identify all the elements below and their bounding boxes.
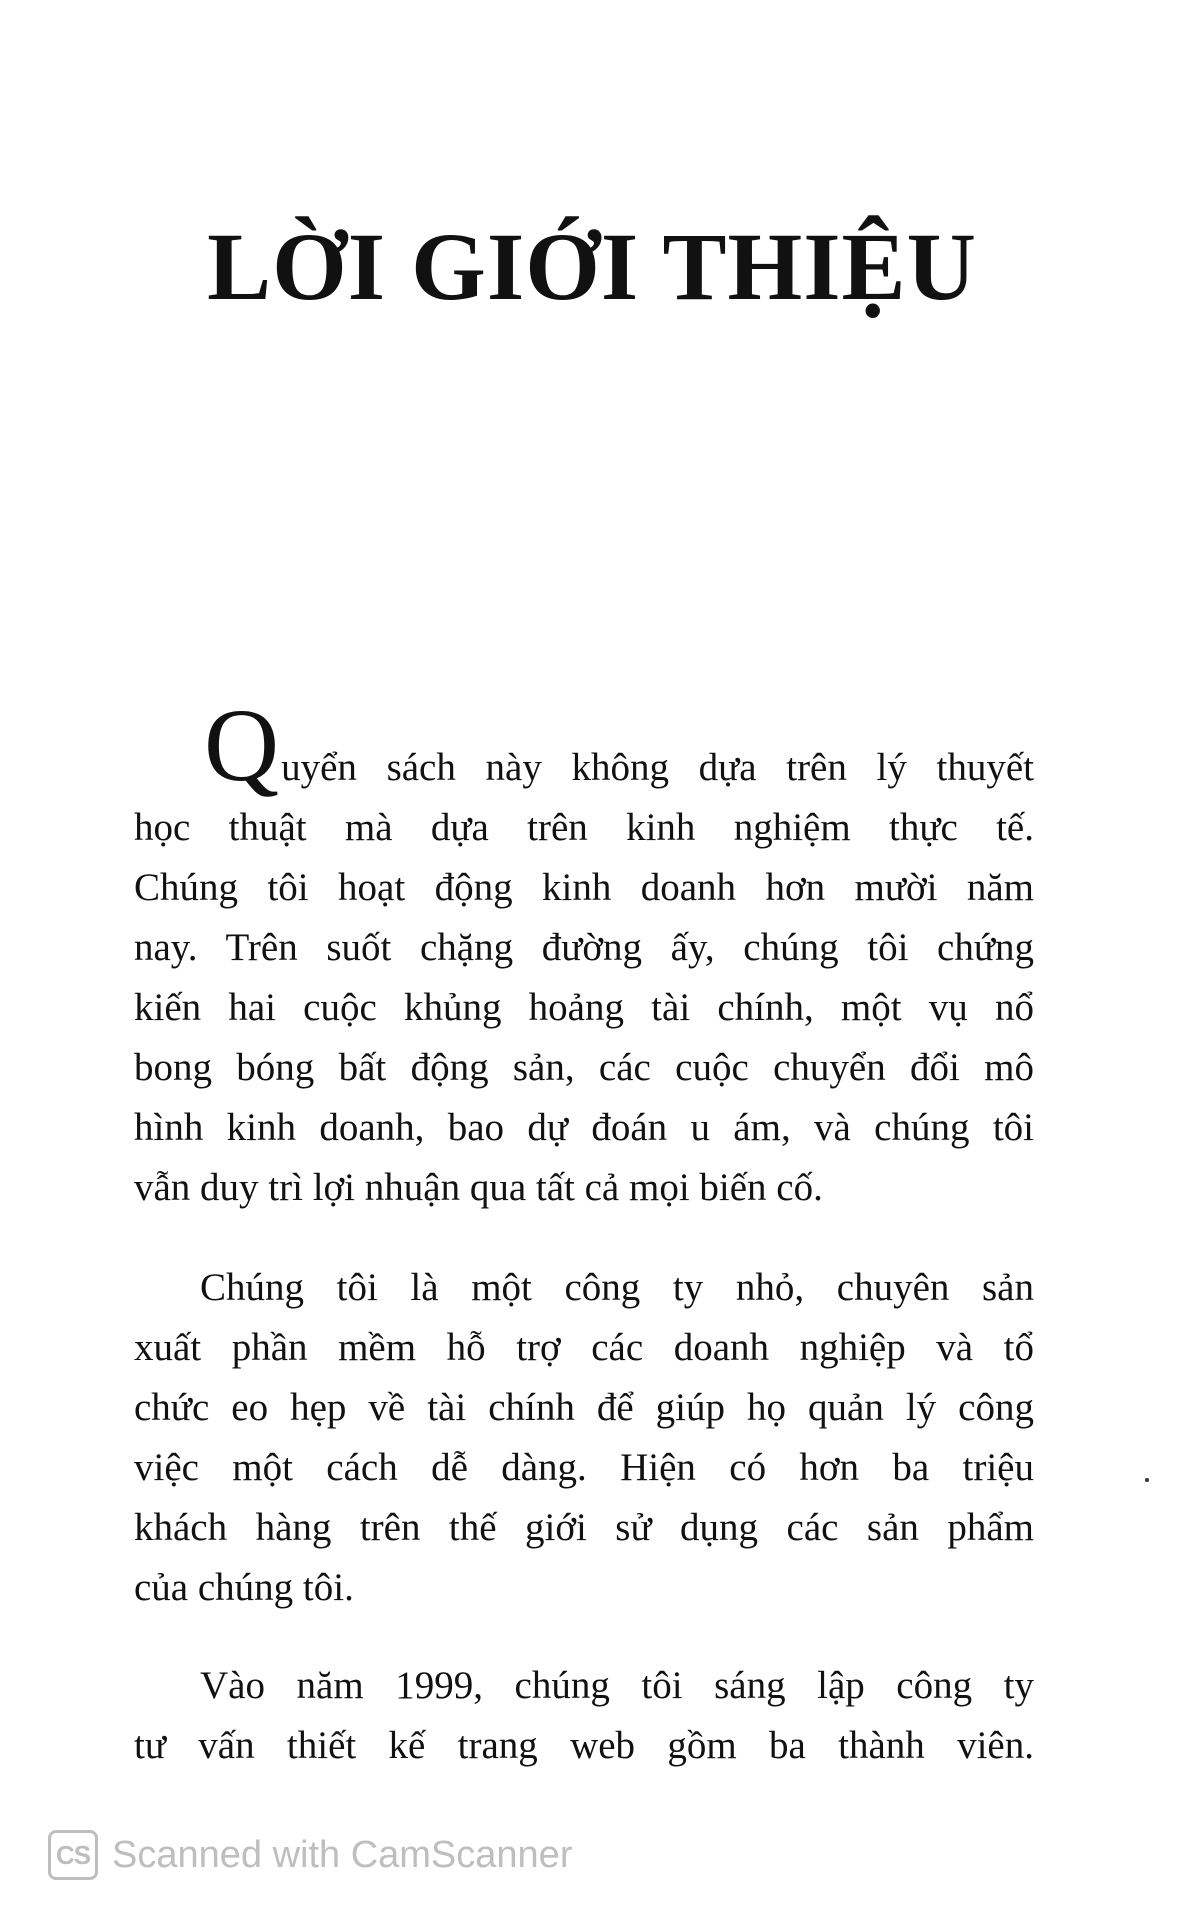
scan-speck: [1145, 1478, 1149, 1482]
paragraph-1-line-3: Chúng tôi hoạt động kinh doanh hơn mười năm: [134, 866, 1034, 909]
paragraph-2-line-4: việc một cách dễ dàng. Hiện có hơn ba triệu: [134, 1446, 1034, 1489]
body-text: [134, 688, 1034, 1776]
paragraph-1-line-1-text: uyển sách này không dựa trên lý thuyết: [281, 746, 1034, 789]
paragraph-2-line-5: khách hàng trên thế giới sử dụng các sản phẩm: [134, 1506, 1034, 1549]
paragraph-3-line-2: tư vấn thiết kế trang web gồm ba thành viên.: [134, 1724, 1034, 1767]
camscanner-watermark: [48, 1830, 572, 1880]
paragraph-2: [134, 1258, 1034, 1618]
paragraph-1-line-7: hình kinh doanh, bao dự đoán u ám, và chúng tôi: [134, 1106, 1034, 1149]
paragraph-1-line-8: vẫn duy trì lợi nhuận qua tất cả mọi biến cố.: [134, 1166, 823, 1209]
paragraph-2-line-2: xuất phần mềm hỗ trợ các doanh nghiệp và tổ: [134, 1326, 1034, 1369]
drop-cap: Q: [204, 688, 280, 803]
paragraph-1-line-1: [134, 688, 1034, 803]
paragraph-1: [134, 688, 1034, 1218]
camscanner-logo-icon: CS: [48, 1830, 98, 1880]
paragraph-1-line-2: học thuật mà dựa trên kinh nghiệm thực tế.: [134, 806, 1034, 849]
paragraph-3-line-1: Vào năm 1999, chúng tôi sáng lập công ty: [200, 1664, 1034, 1707]
paragraph-2-line-3: chức eo hẹp về tài chính để giúp họ quản lý công: [134, 1386, 1034, 1429]
paragraph-1-line-5: kiến hai cuộc khủng hoảng tài chính, một vụ nổ: [134, 986, 1034, 1029]
page-title: LỜI GIỚI THIỆU: [207, 213, 977, 320]
watermark-text: Scanned with CamScanner: [112, 1833, 573, 1876]
paragraph-3: [134, 1656, 1034, 1776]
paragraph-2-line-6: của chúng tôi.: [134, 1566, 354, 1609]
paragraph-2-line-1: Chúng tôi là một công ty nhỏ, chuyên sản: [200, 1266, 1034, 1309]
paragraph-1-line-4: nay. Trên suốt chặng đường ấy, chúng tôi chứng: [134, 926, 1034, 969]
paragraph-1-line-6: bong bóng bất động sản, các cuộc chuyển đổi mô: [134, 1046, 1034, 1089]
